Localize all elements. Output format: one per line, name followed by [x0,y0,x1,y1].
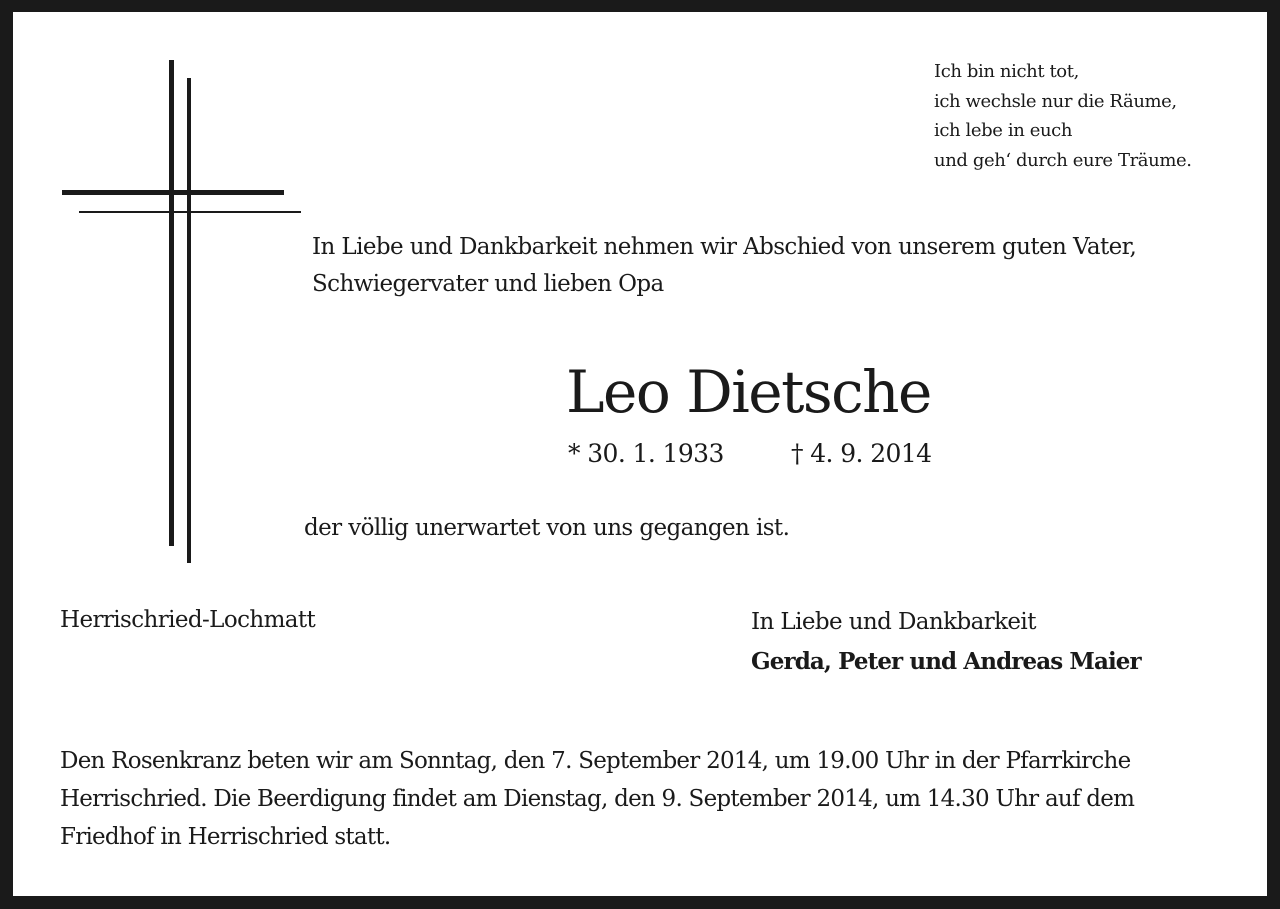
cross-horizontal-line-1 [62,190,284,195]
service-line: Herrischried. Die Beerdigung findet am Dienstag, den 9. September 2014, um 14.30 Uhr auf dem [60,786,1135,812]
intro-text [312,229,1232,303]
signoff [751,602,1141,682]
cross-vertical-line-2 [187,78,191,563]
passed-text: der völlig unerwartet von uns gegangen ist. [304,515,790,541]
poem-line: und geh‘ durch eure Träume. [934,149,1192,171]
poem-quote [934,57,1192,175]
signoff-line: In Liebe und Dankbarkeit [751,609,1036,635]
service-line: Den Rosenkranz beten wir am Sonntag, den 7. September 2014, um 19.00 Uhr in der Pfarrkirche [60,748,1131,774]
cross-horizontal-line-2 [79,211,301,213]
place-name: Herrischried-Lochmatt [60,607,316,633]
poem-line: ich lebe in euch [934,120,1073,141]
service-line: Friedhof in Herrischried statt. [60,824,391,850]
service-info [60,742,1240,856]
deceased-name: Leo Dietsche [566,358,931,426]
cross-vertical-line-1 [169,60,174,546]
mourner-names: Gerda, Peter und Andreas Maier [751,648,1141,675]
poem-line: Ich bin nicht tot, [934,61,1079,82]
obituary-notice [13,12,1267,896]
life-dates [568,436,932,472]
death-date: † 4. 9. 2014 [791,439,932,468]
intro-line: In Liebe und Dankbarkeit nehmen wir Abschied von unserem guten Vater, [312,234,1137,260]
intro-line: Schwiegervater und lieben Opa [312,271,664,297]
poem-line: ich wechsle nur die Räume, [934,90,1177,112]
birth-date: * 30. 1. 1933 [568,439,724,468]
